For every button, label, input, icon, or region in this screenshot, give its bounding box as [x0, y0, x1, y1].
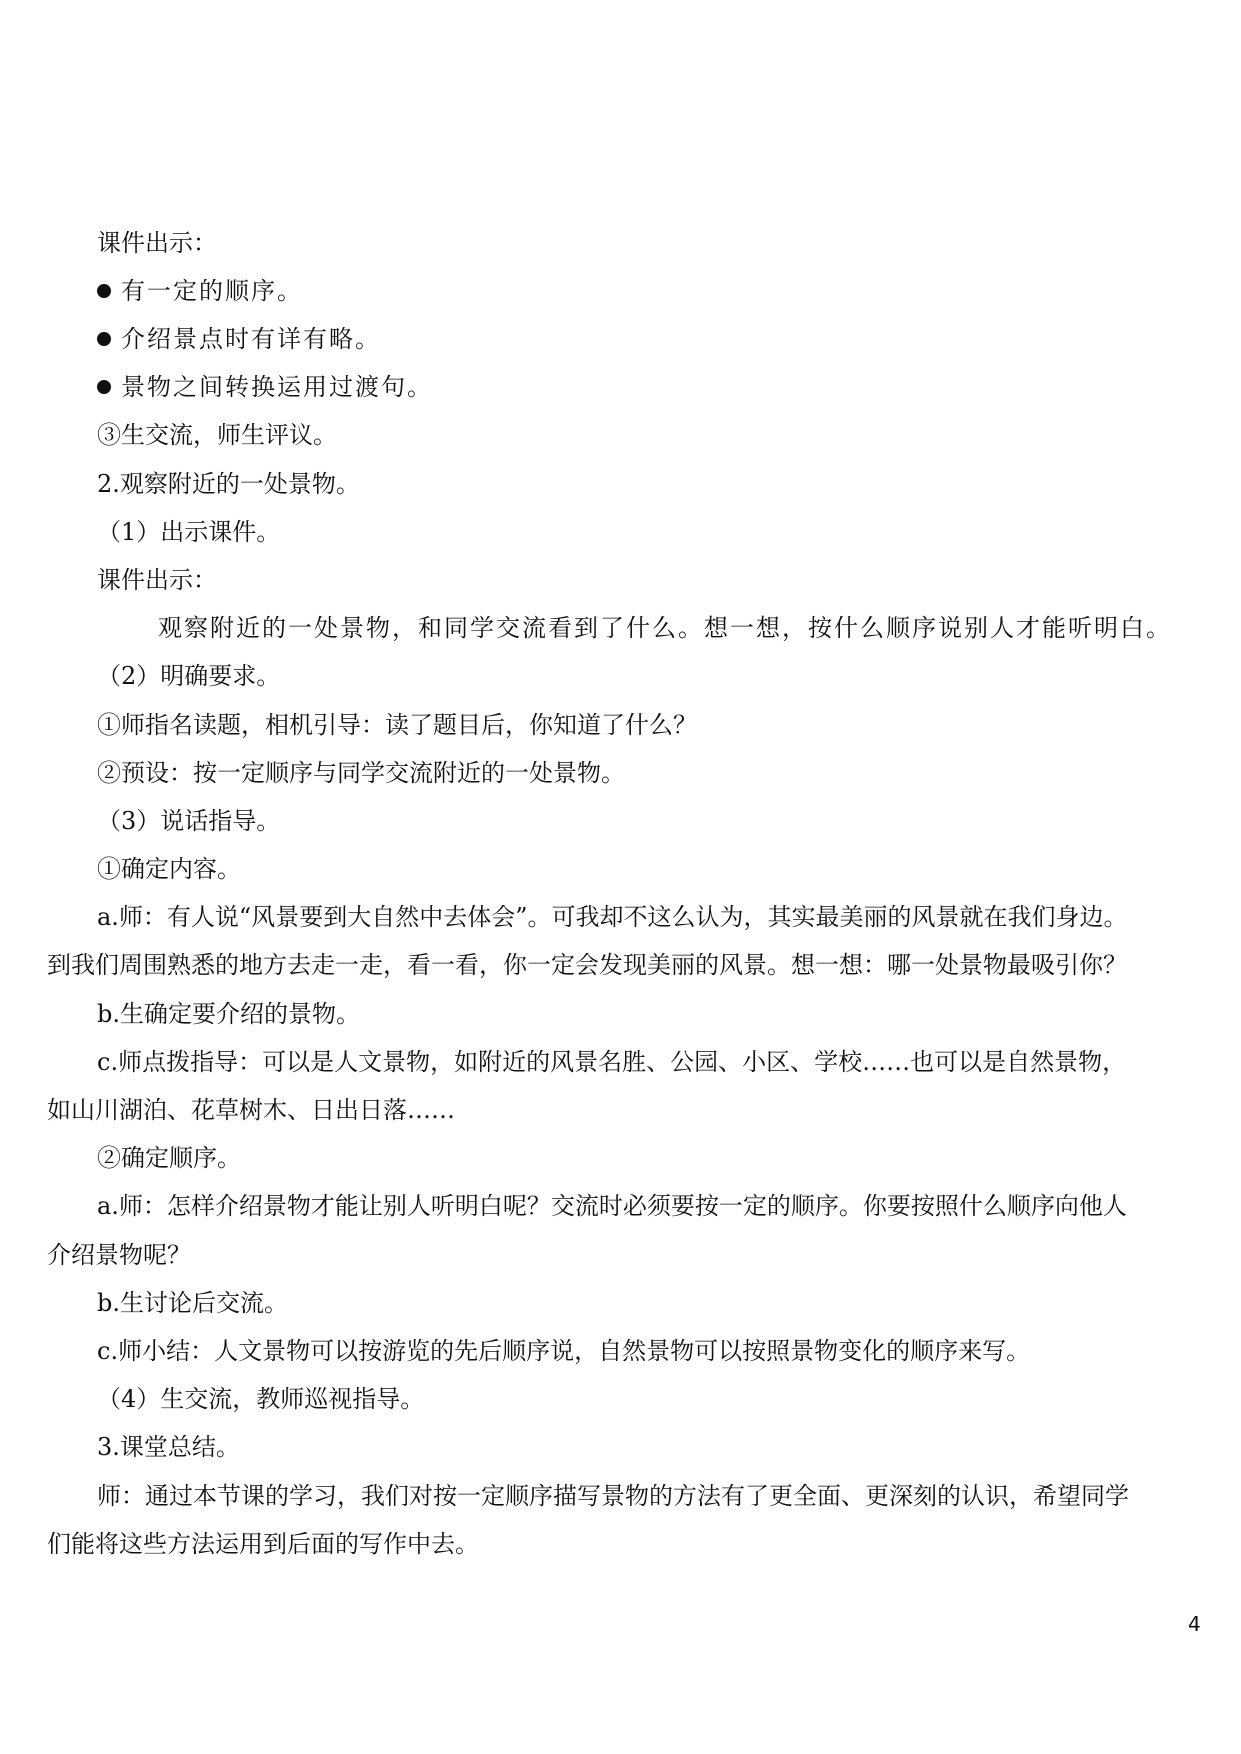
- paragraph: （2）明确要求。: [97, 662, 281, 690]
- courseware-heading: 课件出示：: [97, 229, 217, 257]
- paragraph: b.生讨论后交流。: [97, 1289, 288, 1317]
- section-heading: 3.课堂总结。: [97, 1433, 240, 1461]
- paragraph: c.师点拨指导：可以是人文景物，如附近的风景名胜、公园、小区、学校……也可以是自然景物，: [97, 1048, 1127, 1076]
- bullet-text: 介绍景点时有详有略。: [121, 325, 381, 353]
- paragraph: ①师指名读题，相机引导：读了题目后，你知道了什么？: [97, 711, 697, 739]
- bullet-text: 景物之间转换运用过渡句。: [121, 373, 433, 401]
- paragraph: 介绍景物呢？: [47, 1241, 191, 1269]
- paragraph: 们能将这些方法运用到后面的写作中去。: [47, 1530, 479, 1558]
- paragraph: 如山川湖泊、花草树木、日出日落……: [47, 1096, 455, 1124]
- courseware-heading: 课件出示：: [97, 566, 217, 594]
- paragraph: 到我们周围熟悉的地方去走一走，看一看，你一定会发现美丽的风景。想一想：哪一处景物最吸引你？: [47, 951, 1127, 979]
- paragraph: ②确定顺序。: [97, 1144, 241, 1172]
- paragraph: （3）说话指导。: [97, 807, 281, 835]
- bullet-text: 有一定的顺序。: [121, 277, 303, 305]
- paragraph: 师：通过本节课的学习，我们对按一定顺序描写景物的方法有了更全面、更深刻的认识，希望同学: [97, 1482, 1129, 1510]
- paragraph: a.师：有人说“风景要到大自然中去体会”。可我却不这么认为，其实最美丽的风景就在我们身边。: [97, 903, 1128, 931]
- bullet-icon: [97, 380, 111, 394]
- courseware-prompt: 观察附近的一处景物，和同学交流看到了什么。想一想，按什么顺序说别人才能听明白。: [158, 614, 1172, 642]
- paragraph: ③生交流，师生评议。: [97, 421, 337, 449]
- bullet-icon: [97, 332, 111, 346]
- section-heading: 2.观察附近的一处景物。: [97, 470, 360, 498]
- page-number: 4: [1188, 1612, 1201, 1636]
- bullet-item: [97, 324, 381, 354]
- paragraph: c.师小结：人文景物可以按游览的先后顺序说，自然景物可以按照景物变化的顺序来写。: [97, 1337, 1031, 1365]
- bullet-icon: [97, 284, 111, 298]
- paragraph: b.生确定要介绍的景物。: [97, 1000, 360, 1028]
- bullet-item: [97, 372, 433, 402]
- paragraph: （4）生交流，教师巡视指导。: [97, 1385, 425, 1413]
- paragraph: a.师：怎样介绍景物才能让别人听明白呢？交流时必须要按一定的顺序。你要按照什么顺序向他人: [97, 1192, 1127, 1220]
- bullet-item: [97, 276, 303, 306]
- paragraph: ①确定内容。: [97, 855, 241, 883]
- paragraph: ②预设：按一定顺序与同学交流附近的一处景物。: [97, 759, 625, 787]
- paragraph: （1）出示课件。: [97, 518, 281, 546]
